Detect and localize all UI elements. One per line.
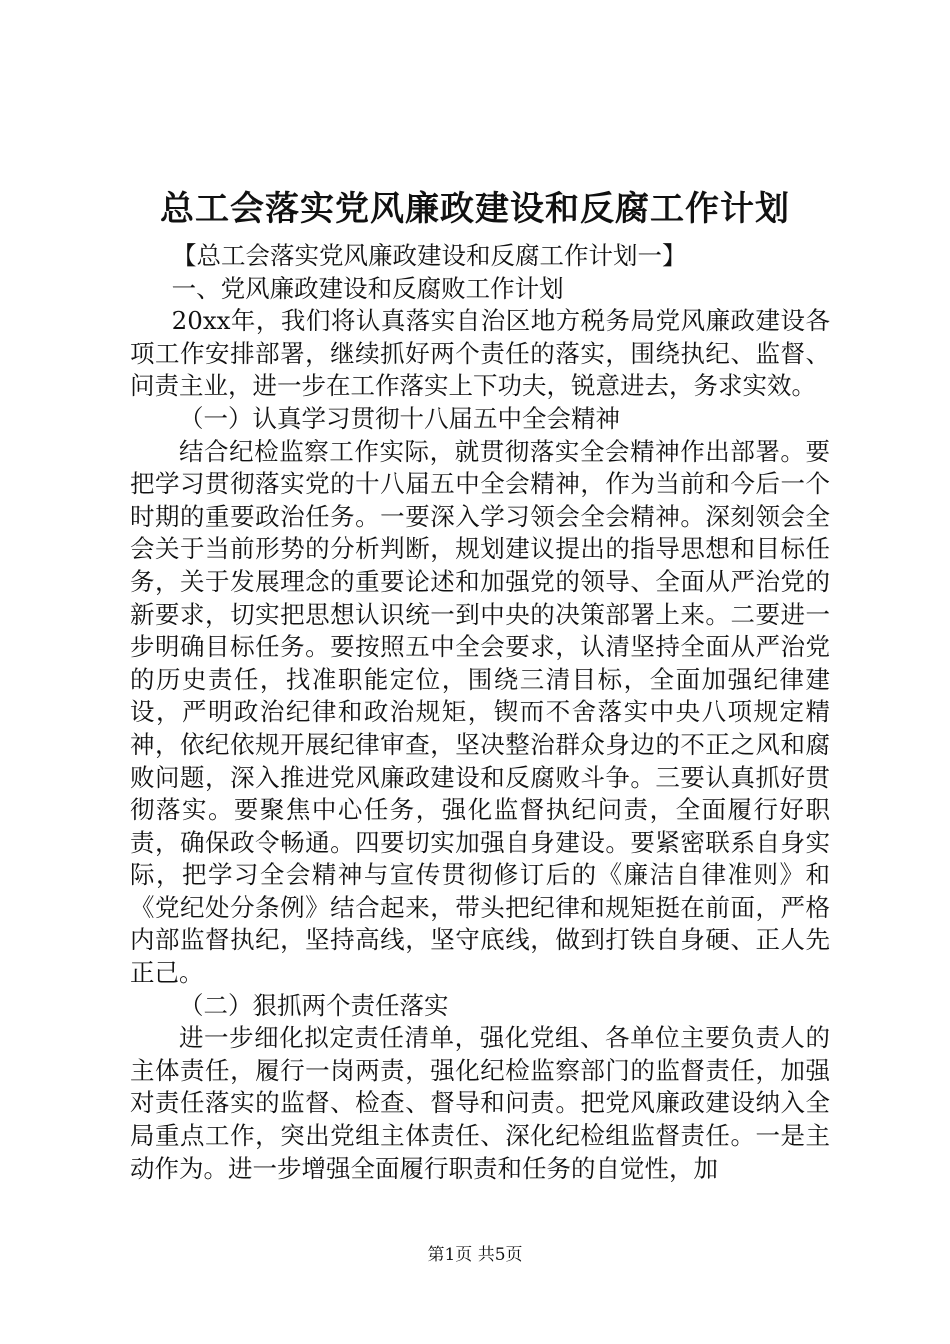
section-heading-1: 一、党风廉政建设和反腐败工作计划 <box>171 273 564 303</box>
paragraph-responsibility: 进一步细化拟定责任清单，强化党组、各单位主要负责人的主体责任，履行一岗两责，强化纪检监察部门的监督责任，加强对责任落实的监督、检查、督导和问责。把党风廉政建设纳入全局重点工作，突出党组主体责任、深化纪检组监督责任。一是主动作为。进一步增强全面履行职责和任务的自觉性，加 <box>130 1023 830 1183</box>
subsection-heading-2: （二）狠抓两个责任落实 <box>179 990 449 1020</box>
page-footer: 第1页 共5页 <box>427 1245 523 1265</box>
document-body <box>130 240 830 1185</box>
subsection-heading-1: （一）认真学习贯彻十八届五中全会精神 <box>179 403 620 433</box>
subtitle-bracket: 【总工会落实党风廉政建设和反腐工作计划一】 <box>172 241 687 270</box>
document-title: 总工会落实党风廉政建设和反腐工作计划 <box>160 189 790 229</box>
paragraph-intro: 20xx年，我们将认真落实自治区地方税务局党风廉政建设各项工作安排部署，继续抓好两个责任的落实，围绕执纪、监督、问责主业，进一步在工作落实上下功夫，锐意进去，务求实效。 <box>130 306 830 401</box>
paragraph-study: 结合纪检监察工作实际，就贯彻落实全会精神作出部署。要把学习贯彻落实党的十八届五中全会精神，作为当前和今后一个时期的重要政治任务。一要深入学习领会全会精神。深刻领会全会关于当前形势的分析判断，规划建议提出的指导思想和目标任务，关于发展理念的重要论述和加强党的领导、全面从严治党的新要求，切实把思想认识统一到中央的决策部署上来。二要进一步明确目标任务。要按照五中全会要求，认清坚持全面从严治党的历史责任，找准职能定位，围绕三清目标，全面加强纪律建设，严明政治纪律和政治规矩，锲而不舍落实中央八项规定精神，依纪依规开展纪律审查，坚决整治群众身边的不正之风和腐败问题，深入推进党风廉政建设和反腐败斗争。三要认真抓好贯彻落实。要聚焦中心任务，强化监督执纪问责，全面履行好职责，确保政令畅通。四要切实加强自身建设。要紧密联系自身实际，把学习全会精神与宣传贯彻修订后的《廉洁自律准则》和《党纪处分条例》结合起来，带头把纪律和规矩挺在前面，严格内部监督执纪，坚持高线，坚守底线，做到打铁自身硬、正人先正己。 <box>130 436 830 988</box>
